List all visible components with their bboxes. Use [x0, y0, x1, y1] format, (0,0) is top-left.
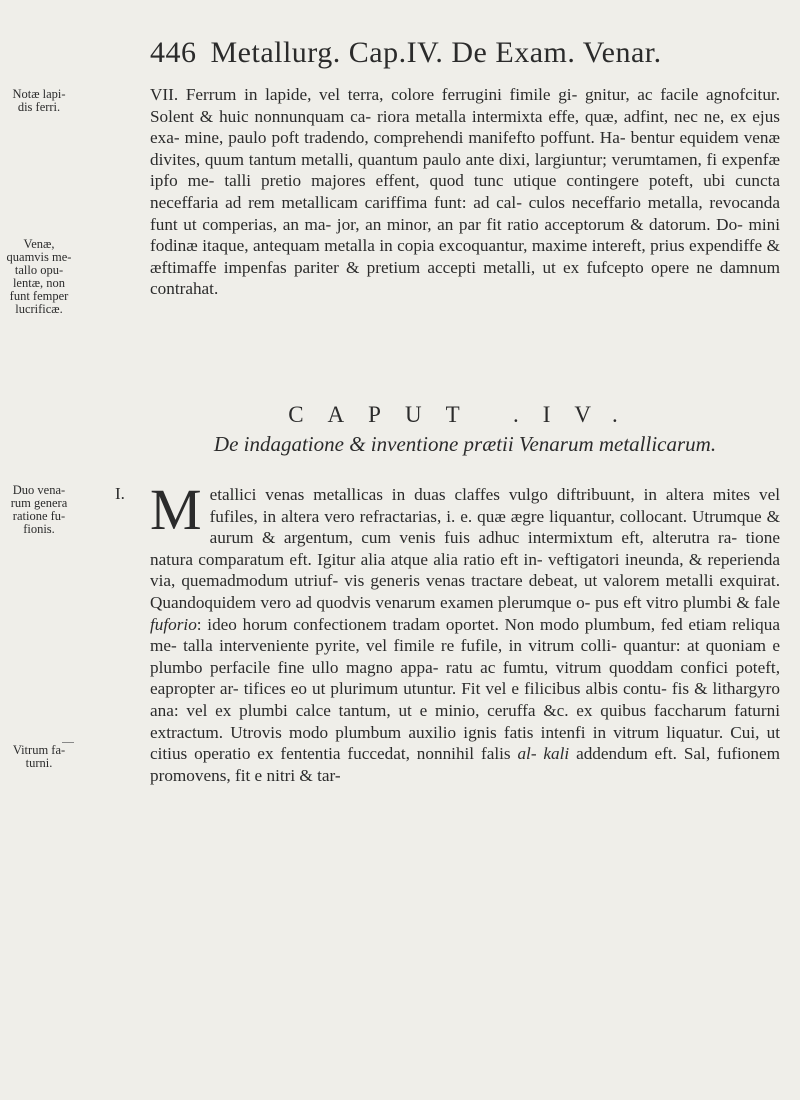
margin-note-lapis-ferri: Notæ lapi- dis ferri.: [12, 87, 66, 114]
margin-divider: [62, 742, 74, 743]
page-number: 446: [150, 36, 197, 69]
margin-note-vitrum-saturni: Vitrum fa- turni.: [12, 743, 66, 770]
italic-term-fusorio: fuforio: [150, 614, 197, 634]
section-i-numeral: I.: [115, 484, 125, 503]
margin-note-venae-lucrificae: Venæ, quamvis me- tallo opu- lentæ, non funt femper lucrificæ.: [6, 237, 72, 316]
section-i-text-3: addendum eft. Sal, fufionem promovens, fit e nitri & tar-: [150, 744, 781, 785]
italic-term-alkali: al- kali: [517, 744, 570, 764]
running-header: [150, 36, 780, 70]
caput-subtitle: De indagatione & inventione prætii Venarum metallicarum.: [213, 432, 717, 456]
chapter-reference: Cap.IV.: [348, 36, 444, 69]
section-i-text-1: etallici venas metallicas in duas claffes vulgo diftribuunt, in altera mites vel fufiles, in altera vero refractarias, i. e. quæ ægre liquantur, collocant. Utrumque & aurum & argentum, cum venis fuis adhuc intermixtum eft, alterutra ra- tione natura comparatum eft. Igitur alia atque alia ratio eft in- veftigatori ineunda, & reperienda via, quemadmodum utriuf- vis generis venas tractare debeat, ut valorem metalli exquirat. Quandoquidem vero ad quodvis venarum examen plerumque o- pus eft vitro plumbi & fale: [150, 485, 780, 612]
drop-capital: M: [150, 477, 202, 542]
section-vii-text: VII. Ferrum in lapide, vel terra, colore ferrugini fimile gi- gnitur, ac facile agnofcitur. Solent & huic nonnunquam ca- riora metalla intermixta effe, quæ, adfint, nec ne, ex ejus exa- mine, paulo poft tradendo, comprehendi manifefto poffunt. Ha- bentur equidem venæ divites, quum tantum metalli, quantum paulo ante dixi, largiuntur; verumtamen, fi expenfæ ipfo me- talli pretio majores effent, quod tunc utique contingere poteft, ubi cuncta neceffaria ad rem metallicam cariffima funt: ad cal- culos neceffario metalla, revocanda funt ut comperias, an ma- jor, an minor, an par fit ratio acceptorum & datorum. Do- mini fodinæ itaque, antequam metalla in copia excoquantur, maxime intereft, prius expendiffe & æftimaffe impenfas pariter & pretium accepti metalli, ut ex fufcepto opere ne damnum contrahat.: [150, 85, 780, 299]
caput-heading: CAPUT .IV.: [288, 402, 642, 427]
section-i-text-2: : ideo horum confectionem tradam oportet. Non modo plumbum, fed etiam reliqua me- talla interveniente pyrite, vel fimile re fufile, in vitrum colli- quantur: at quoniam e plumbo perfacile fine ullo magno appa- ratu ac fumtu, vitrum quoddam confici poteft, eapropter ar- tifices eo ut plurimum utuntur. Fit vel e filicibus albis contu- fis & lithargyro ana: vel ex plumbi calce tantum, ut e minio, ceruffa &c. ex quibus faccharum faturni extractum. Utrovis modo plumbum auxilio ignis fatis intenfi in vitrum liquatur. Cui, ut citius operatio ex fententia fuccedat, nonnihil falis: [150, 614, 780, 764]
section-vii-paragraph: [150, 84, 780, 300]
margin-note-duo-genera: Duo vena- rum genera ratione fu- fionis.: [10, 483, 68, 536]
section-reference: De Exam. Venar.: [451, 36, 662, 69]
running-title: Metallurg.: [210, 36, 341, 69]
section-i-paragraph: [150, 477, 781, 786]
